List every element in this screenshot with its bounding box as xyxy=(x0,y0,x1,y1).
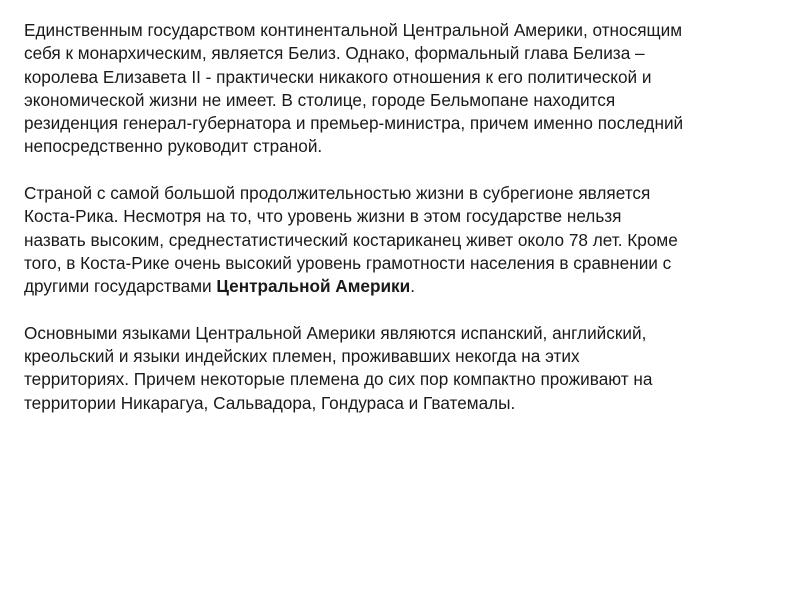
text-line xyxy=(24,322,784,345)
text-segment: того, в Коста-Рике очень высокий уровень грамотности населения в сравнении с xyxy=(24,252,672,273)
text-block xyxy=(24,19,784,438)
text-segment: другими государствами xyxy=(24,276,217,297)
text-segment: себя к монархическим, является Белиз. Однако, формальный глава Белиза – xyxy=(24,43,645,64)
text-segment: креольский и языки индейских племен, проживавших некогда на этих xyxy=(24,346,580,367)
text-segment: Коста-Рика. Несмотря на то, что уровень жизни в этом государстве нельзя xyxy=(24,206,622,227)
text-line xyxy=(24,19,784,42)
text-segment: территории Никарагуа, Сальвадора, Гондураса и Гватемалы. xyxy=(24,392,516,413)
text-line xyxy=(24,135,784,158)
text-line xyxy=(24,205,784,228)
text-line xyxy=(24,368,784,391)
text-line xyxy=(24,89,784,112)
text-segment: Основными языками Центральной Америки являются испанский, английский, xyxy=(24,322,647,343)
bold-phrase: Центральной Америки xyxy=(216,276,411,297)
text-segment: королева Елизавета II - практически никакого отношения к его политической и xyxy=(24,66,652,87)
text-line xyxy=(24,392,784,415)
text-line xyxy=(24,112,784,135)
text-segment: Страной с самой большой продолжительностью жизни в субрегионе является xyxy=(24,183,651,204)
text-segment: . xyxy=(410,276,416,297)
text-segment: территориях. Причем некоторые племена до сих пор компактно проживают на xyxy=(24,369,653,390)
text-line xyxy=(24,252,784,275)
paragraph-1 xyxy=(24,19,784,159)
text-line xyxy=(24,182,784,205)
text-line xyxy=(24,275,784,298)
text-segment: Единственным государством континентальной Центральной Америки, относящим xyxy=(24,20,683,40)
paragraph-2 xyxy=(24,182,784,298)
text-line xyxy=(24,345,784,368)
text-segment: экономической жизни не имеет. В столице, городе Бельмопане находится xyxy=(24,89,616,110)
text-segment: резиденция генерал-губернатора и премьер-министра, причем именно последний xyxy=(24,113,684,134)
text-line xyxy=(24,42,784,65)
text-segment: назвать высоким, среднестатистический костариканец живет около 78 лет. Кроме xyxy=(24,229,678,250)
text-segment: непосредственно руководит страной. xyxy=(24,136,323,157)
text-line xyxy=(24,229,784,252)
text-line xyxy=(24,66,784,89)
paragraph-3 xyxy=(24,322,784,415)
